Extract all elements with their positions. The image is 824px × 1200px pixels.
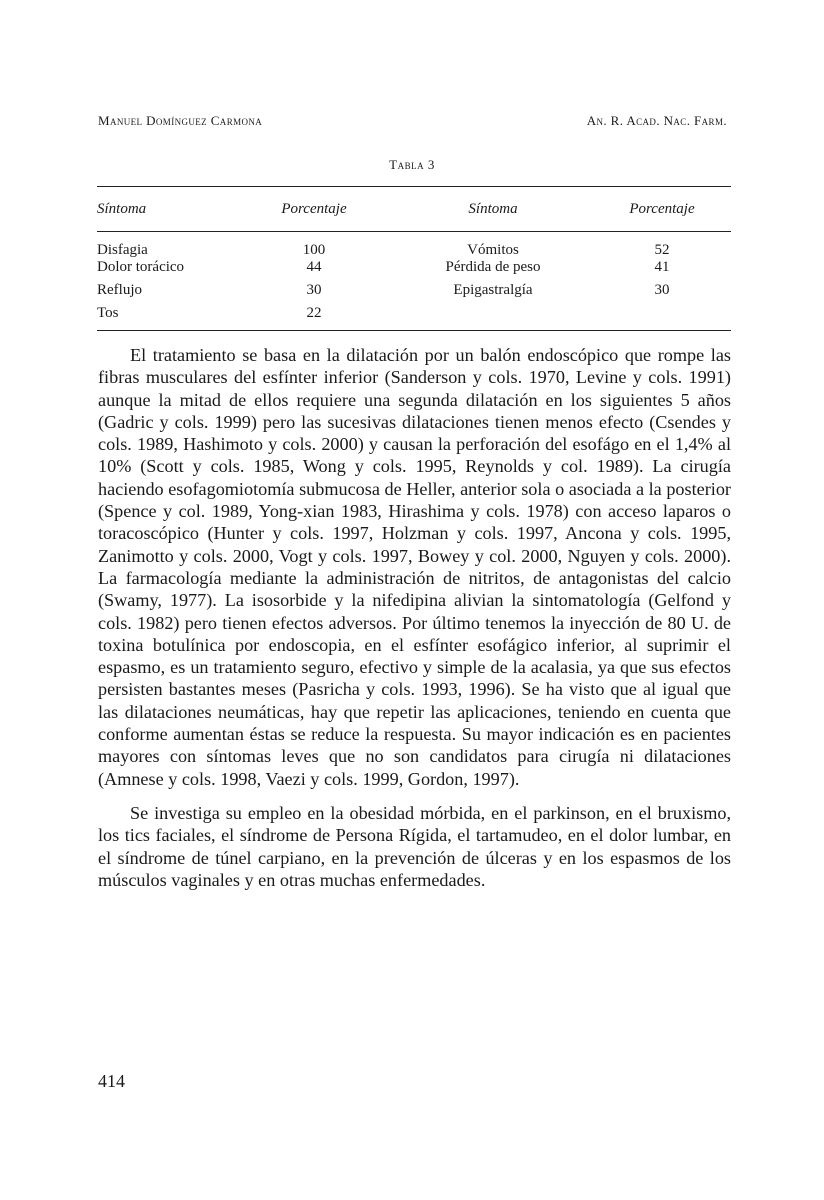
table-row: [97, 282, 731, 305]
body-text: [98, 344, 731, 903]
table-cell: 22: [235, 305, 393, 331]
header-percent-1: Porcentaje: [235, 187, 393, 232]
table-row: [97, 232, 731, 260]
table-cell: 30: [654, 282, 670, 298]
header-symptom-1: Síntoma: [97, 187, 235, 232]
paragraph-treatment: El tratamiento se basa en la dilatación por un balón endoscópico que rompe las fibras musculares del esfínter inferior (Sanderson y cols. 1970, Levine y cols. 1991) aunque la mitad de ellos requiere una segunda dilatación en los siguientes 5 años (Gadric y cols. 1999) pero las sucesivas dilataciones tienen menos efecto (Csendes y cols. 1989, Hashimoto y cols. 2000) y causan la perforación del esofágo en el 1,4% al 10% (Scott y cols. 1985, Wong y cols. 1995, Reynolds y col. 1989). La cirugía haciendo esofagomiotomía submucosa de Heller, anterior sola o asociada a la posterior (Spence y col. 1989, Yong-xian 1983, Hirashima y cols. 1978) con acceso laparos o toracoscópico (Hunter y cols. 1997, Holzman y cols. 1997, Ancona y cols. 1995, Zanimotto y cols. 2000, Vogt y cols. 1997, Bowey y col. 2000, Nguyen y cols. 2000). La farmacología mediante la administración de nitritos, de antagonistas del calcio (Swamy, 1977). La isosorbide y la nifedipina alivian la sintomatología (Gelfond y cols. 1982) pero tienen efectos adversos. Por último tenemos la inyección de 80 U. de toxina botulínica por endoscopia, en el esfínter esofágico inferior, al suprimir el espasmo, es un tratamiento seguro, efectivo y simple de la acalasia, ya que sus efectos persisten bastantes meses (Pasricha y cols. 1993, 1996). Se ha visto que al igual que las dilataciones neumáticas, hay que repetir las aplicaciones, teniendo en cuenta que conforme aumentan éstas se reduce la respuesta. Su mayor indicación es en pacientes mayores con síntomas leves que no son candidatos para cirugía ni dilataciones (Amnese y cols. 1998, Vaezi y cols. 1999, Gordon, 1997).: [98, 345, 731, 789]
table-cell: Disfagia: [97, 242, 148, 258]
table-cell: Dolor torácico: [97, 259, 185, 275]
table-row: [97, 305, 731, 331]
table-cell: Tos: [97, 305, 235, 331]
table-header-row: [97, 187, 731, 232]
paragraph-research: Se investiga su empleo en la obesidad mórbida, en el parkinson, en el bruxismo, los tics faciales, el síndrome de Persona Rígida, el tartamudeo, en el dolor lumbar, en el síndrome de túnel carpiano, en la prevención de úlceras y en los espasmos de los músculos vaginales y en otras muchas enfermedades.: [98, 802, 731, 890]
table-cell: [393, 305, 593, 331]
header-journal: An. R. Acad. Nac. Farm.: [586, 113, 727, 128]
table-cell: Reflujo: [97, 282, 142, 298]
header-author: Manuel Domínguez Carmona: [98, 113, 263, 128]
table-cell: [593, 305, 731, 331]
table-cell: 41: [654, 259, 670, 275]
page-number: 414: [98, 1071, 125, 1091]
table-cell: Pérdida de peso: [445, 259, 541, 275]
header-symptom-2: Síntoma: [393, 187, 593, 232]
running-header: [98, 113, 727, 129]
table-cell: 44: [306, 259, 322, 275]
header-percent-2: Porcentaje: [593, 187, 731, 232]
table-cell: 52: [654, 242, 670, 258]
table-caption: Tabla 3: [389, 157, 435, 172]
table-cell: 100: [302, 242, 326, 258]
table-cell: Epigastralgía: [453, 282, 533, 298]
table-cell: 30: [306, 282, 322, 298]
table-row: [97, 259, 731, 282]
table-cell: Vómitos: [467, 242, 519, 258]
symptom-table: [97, 186, 731, 331]
